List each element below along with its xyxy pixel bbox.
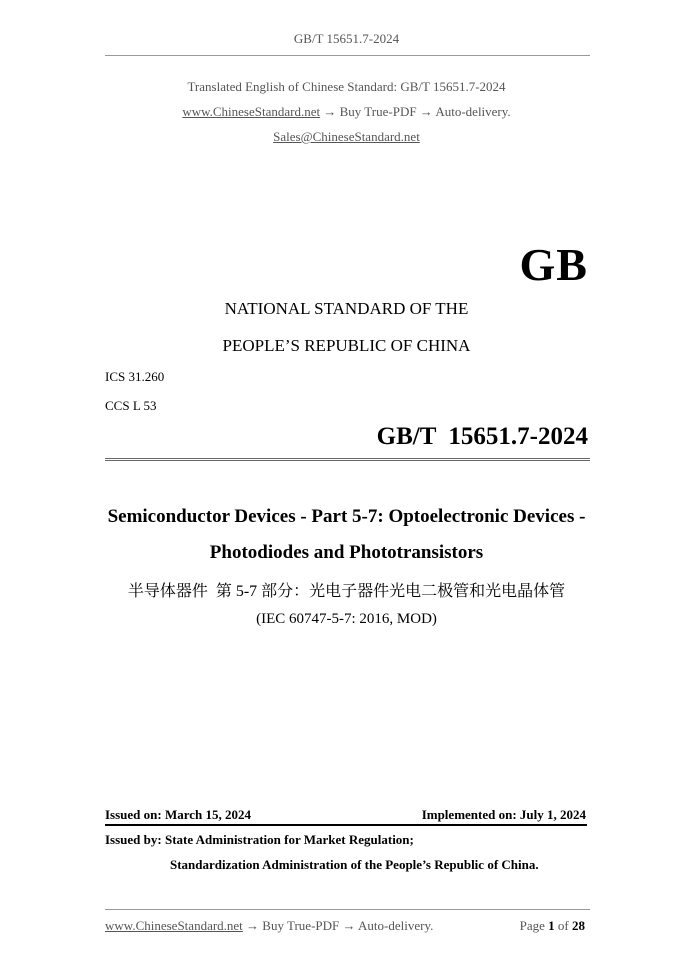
purchase-tail: → Buy True-PDF → Auto-delivery. — [320, 104, 511, 119]
of-label: of — [557, 918, 569, 933]
dates-rule — [105, 824, 587, 826]
gb-logo: GB — [519, 239, 588, 290]
ics-code: ICS 31.260 — [105, 369, 165, 384]
running-header: GB/T 15651.7-2024 — [293, 31, 400, 46]
ccs-code: CCS L 53 — [105, 398, 157, 413]
issued-date: Issued on: March 15, 2024 — [105, 807, 252, 822]
translation-notice: Translated English of Chinese Standard: GB/T 15651.7-2024 — [187, 79, 506, 94]
sales-email-link[interactable]: Sales@ChineseStandard.net — [273, 129, 420, 144]
footer-purchase-tail: → Buy True-PDF → Auto-delivery. — [242, 918, 434, 933]
page-label: Page — [519, 918, 545, 933]
footer-site-link[interactable]: www.ChineseStandard.net — [105, 918, 243, 933]
iec-reference: (IEC 60747-5-7: 2016, MOD) — [256, 611, 437, 627]
footer-purchase-line — [105, 918, 433, 934]
header-rule — [105, 55, 590, 56]
issuer-line2: Standardization Administration of the People’s Republic of China. — [170, 857, 539, 872]
implemented-date: Implemented on: July 1, 2024 — [421, 807, 586, 822]
site-link[interactable]: www.ChineseStandard.net — [182, 104, 321, 119]
purchase-line — [0, 104, 693, 120]
title-line1: Semiconductor Devices - Part 5-7: Optoelectronic Devices - — [107, 506, 586, 527]
national-standard-line2: PEOPLE’S REPUBLIC OF CHINA — [222, 336, 471, 355]
title-line2: Photodiodes and Phototransistors — [209, 542, 484, 563]
chinese-title: 半导体器件 第 5-7 部分：光电子器件光电二极管和光电晶体管 — [127, 583, 566, 600]
standard-number-rule — [105, 458, 590, 461]
page-number: 1 — [548, 918, 555, 933]
sales-line — [0, 129, 693, 145]
national-standard-line1: NATIONAL STANDARD OF THE — [224, 299, 469, 318]
footer-rule — [105, 909, 590, 910]
page-total: 28 — [572, 918, 585, 933]
standard-number: GB/T 15651.7-2024 — [376, 423, 588, 450]
issuer-line1: Issued by: State Administration for Market Regulation; — [105, 832, 414, 847]
page-indicator — [520, 918, 585, 934]
